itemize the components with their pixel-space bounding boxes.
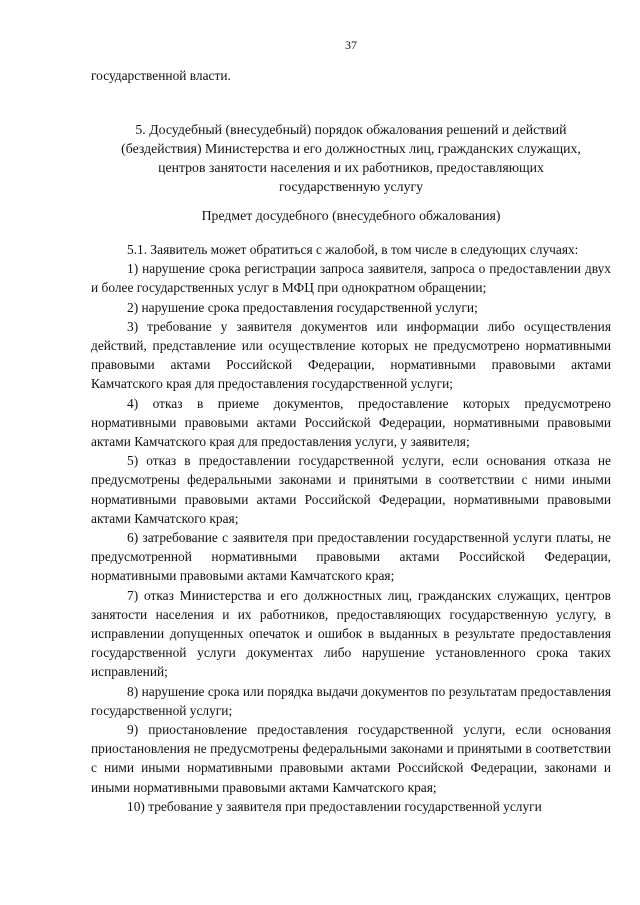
page-number: 37 — [345, 38, 357, 52]
list-item: 7) отказ Министерства и его должностных лиц, гражданских служащих, центров занятости населения и их работников, предоставляющих государственную услугу, в исправлении допущенных опечаток и ошибок в выданных в результате предоставления государственной услуги документах либо нарушение установленного срока таких исправлений; — [91, 587, 611, 680]
continuation-text: государственной власти. — [91, 68, 231, 83]
heading-line: государственную услугу — [278, 179, 424, 194]
list-item: 2) нарушение срока предоставления государственной услуги; — [127, 299, 478, 315]
heading-line: (бездействия) Министерства и его должностных лиц, гражданских служащих, — [121, 141, 581, 156]
list-item: 10) требование у заявителя при предоставлении государственной услуги — [127, 798, 542, 814]
list-item: 9) приостановление предоставления государственной услуги, если основания приостановления не предусмотрены федеральными законами и принятыми в соответствии с ними иными нормативными правовыми актами Российской Федерации, законами и иными нормативными правовыми актами Камчатского края; — [91, 722, 611, 795]
paragraph: 5.1. Заявитель может обратиться с жалобой, в том числе в следующих случаях: — [127, 242, 579, 257]
heading-line: 5. Досудебный (внесудебный) порядок обжалования решений и действий — [135, 122, 567, 137]
list-item: 1) нарушение срока регистрации запроса заявителя, запроса о предоставлении двух и более государственных услуг в МФЦ при однократном обращении; — [91, 261, 611, 296]
subsection-heading: Предмет досудебного (внесудебного обжалования) — [201, 208, 501, 223]
heading-line: центров занятости населения и их работников, предоставляющих — [158, 160, 544, 175]
list-item: 4) отказ в приеме документов, предоставление которых предусмотрено нормативными правовыми актами Российской Федерации, нормативными правовыми актами Камчатского края для предоставления услуги, у заявителя; — [91, 395, 611, 450]
section-heading — [91, 120, 611, 196]
document-body — [91, 240, 611, 816]
list-item: 6) затребование с заявителя при предоставлении государственной услуги платы, не предусмотренной нормативными правовыми актами Российской Федерации, нормативными правовыми актами Камчатского края; — [91, 530, 611, 584]
list-item: 8) нарушение срока или порядка выдачи документов по результатам предоставления государственной услуги; — [91, 683, 611, 718]
list-item: 5) отказ в предоставлении государственной услуги, если основания отказа не предусмотрены федеральными законами и принятыми в соответствии с ними иными нормативными правовыми актами Российской Федерации, нормативными правовыми актами Камчатского края; — [91, 453, 611, 526]
list-item: 3) требование у заявителя документов или информации либо осуществления действий, представление или осуществление которых не предусмотрено нормативными правовыми актами Российской Федерации, нормативными правовыми актами Камчатского края для предоставления государственной услуги; — [91, 318, 611, 392]
